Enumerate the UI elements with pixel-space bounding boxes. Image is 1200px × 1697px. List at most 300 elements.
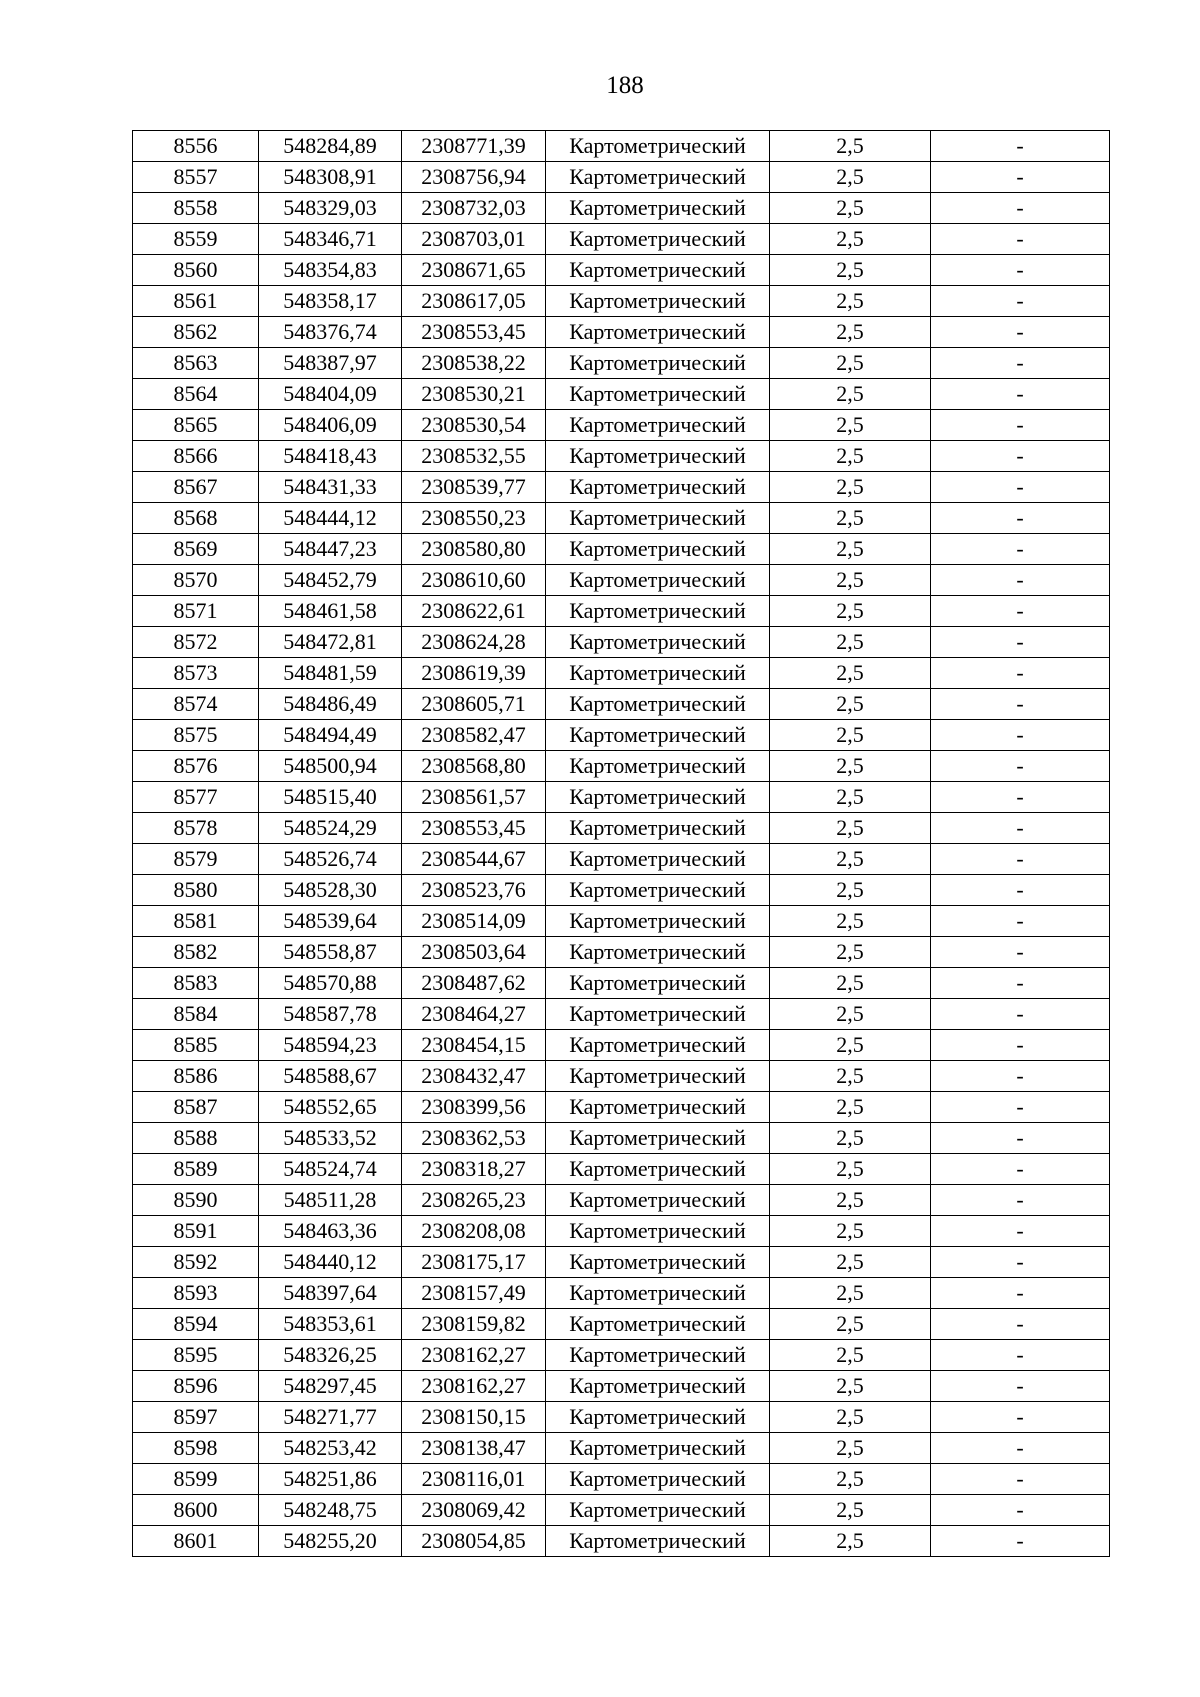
table-row (133, 720, 1110, 751)
y-coordinate-cell: 2308157,49 (402, 1278, 546, 1309)
x-coordinate-cell: 548251,86 (259, 1464, 402, 1495)
y-coordinate-cell: 2308523,76 (402, 875, 546, 906)
table-row (133, 658, 1110, 689)
table-row (133, 844, 1110, 875)
y-coordinate-cell: 2308265,23 (402, 1185, 546, 1216)
table-row (133, 441, 1110, 472)
description-cell: - (931, 1061, 1110, 1092)
table-row (133, 1123, 1110, 1154)
point-number-cell: 8571 (133, 596, 259, 627)
method-cell: Картометрический (546, 1247, 770, 1278)
method-cell: Картометрический (546, 410, 770, 441)
table-row (133, 472, 1110, 503)
method-cell: Картометрический (546, 472, 770, 503)
x-coordinate-cell: 548329,03 (259, 193, 402, 224)
table-row (133, 162, 1110, 193)
accuracy-cell: 2,5 (770, 503, 931, 534)
y-coordinate-cell: 2308318,27 (402, 1154, 546, 1185)
point-number-cell: 8568 (133, 503, 259, 534)
table-row (133, 224, 1110, 255)
method-cell: Картометрический (546, 534, 770, 565)
table-row (133, 1185, 1110, 1216)
description-cell: - (931, 255, 1110, 286)
accuracy-cell: 2,5 (770, 1123, 931, 1154)
x-coordinate-cell: 548558,87 (259, 937, 402, 968)
accuracy-cell: 2,5 (770, 596, 931, 627)
table-row (133, 1464, 1110, 1495)
description-cell: - (931, 441, 1110, 472)
table-row (133, 503, 1110, 534)
point-number-cell: 8572 (133, 627, 259, 658)
accuracy-cell: 2,5 (770, 162, 931, 193)
table-row (133, 1030, 1110, 1061)
point-number-cell: 8595 (133, 1340, 259, 1371)
point-number-cell: 8562 (133, 317, 259, 348)
accuracy-cell: 2,5 (770, 379, 931, 410)
method-cell: Картометрический (546, 162, 770, 193)
y-coordinate-cell: 2308671,65 (402, 255, 546, 286)
method-cell: Картометрический (546, 193, 770, 224)
point-number-cell: 8589 (133, 1154, 259, 1185)
y-coordinate-cell: 2308503,64 (402, 937, 546, 968)
x-coordinate-cell: 548570,88 (259, 968, 402, 999)
method-cell: Картометрический (546, 1464, 770, 1495)
accuracy-cell: 2,5 (770, 1092, 931, 1123)
accuracy-cell: 2,5 (770, 441, 931, 472)
table-row (133, 410, 1110, 441)
point-number-cell: 8559 (133, 224, 259, 255)
table-row (133, 565, 1110, 596)
table-row (133, 1061, 1110, 1092)
method-cell: Картометрический (546, 813, 770, 844)
accuracy-cell: 2,5 (770, 224, 931, 255)
y-coordinate-cell: 2308568,80 (402, 751, 546, 782)
point-number-cell: 8566 (133, 441, 259, 472)
accuracy-cell: 2,5 (770, 968, 931, 999)
method-cell: Картометрический (546, 1092, 770, 1123)
x-coordinate-cell: 548515,40 (259, 782, 402, 813)
accuracy-cell: 2,5 (770, 1371, 931, 1402)
description-cell: - (931, 286, 1110, 317)
description-cell: - (931, 162, 1110, 193)
y-coordinate-cell: 2308553,45 (402, 317, 546, 348)
method-cell: Картометрический (546, 689, 770, 720)
x-coordinate-cell: 548447,23 (259, 534, 402, 565)
accuracy-cell: 2,5 (770, 1216, 931, 1247)
description-cell: - (931, 565, 1110, 596)
description-cell: - (931, 1464, 1110, 1495)
x-coordinate-cell: 548440,12 (259, 1247, 402, 1278)
method-cell: Картометрический (546, 627, 770, 658)
y-coordinate-cell: 2308175,17 (402, 1247, 546, 1278)
x-coordinate-cell: 548539,64 (259, 906, 402, 937)
accuracy-cell: 2,5 (770, 1309, 931, 1340)
accuracy-cell: 2,5 (770, 1185, 931, 1216)
x-coordinate-cell: 548452,79 (259, 565, 402, 596)
point-number-cell: 8561 (133, 286, 259, 317)
accuracy-cell: 2,5 (770, 627, 931, 658)
point-number-cell: 8583 (133, 968, 259, 999)
method-cell: Картометрический (546, 224, 770, 255)
table-row (133, 1371, 1110, 1402)
description-cell: - (931, 875, 1110, 906)
y-coordinate-cell: 2308362,53 (402, 1123, 546, 1154)
y-coordinate-cell: 2308162,27 (402, 1340, 546, 1371)
accuracy-cell: 2,5 (770, 1247, 931, 1278)
y-coordinate-cell: 2308771,39 (402, 131, 546, 162)
description-cell: - (931, 1309, 1110, 1340)
method-cell: Картометрический (546, 720, 770, 751)
point-number-cell: 8556 (133, 131, 259, 162)
accuracy-cell: 2,5 (770, 1433, 931, 1464)
table-row (133, 1216, 1110, 1247)
y-coordinate-cell: 2308054,85 (402, 1526, 546, 1557)
point-number-cell: 8582 (133, 937, 259, 968)
point-number-cell: 8585 (133, 1030, 259, 1061)
x-coordinate-cell: 548472,81 (259, 627, 402, 658)
x-coordinate-cell: 548284,89 (259, 131, 402, 162)
point-number-cell: 8557 (133, 162, 259, 193)
description-cell: - (931, 534, 1110, 565)
description-cell: - (931, 596, 1110, 627)
y-coordinate-cell: 2308159,82 (402, 1309, 546, 1340)
x-coordinate-cell: 548308,91 (259, 162, 402, 193)
y-coordinate-cell: 2308617,05 (402, 286, 546, 317)
point-number-cell: 8573 (133, 658, 259, 689)
table-row (133, 1340, 1110, 1371)
point-number-cell: 8586 (133, 1061, 259, 1092)
point-number-cell: 8594 (133, 1309, 259, 1340)
y-coordinate-cell: 2308544,67 (402, 844, 546, 875)
method-cell: Картометрический (546, 906, 770, 937)
accuracy-cell: 2,5 (770, 410, 931, 441)
method-cell: Картометрический (546, 937, 770, 968)
method-cell: Картометрический (546, 1433, 770, 1464)
description-cell: - (931, 1402, 1110, 1433)
y-coordinate-cell: 2308610,60 (402, 565, 546, 596)
method-cell: Картометрический (546, 999, 770, 1030)
method-cell: Картометрический (546, 751, 770, 782)
description-cell: - (931, 1185, 1110, 1216)
y-coordinate-cell: 2308732,03 (402, 193, 546, 224)
method-cell: Картометрический (546, 875, 770, 906)
method-cell: Картометрический (546, 565, 770, 596)
y-coordinate-cell: 2308464,27 (402, 999, 546, 1030)
y-coordinate-cell: 2308539,77 (402, 472, 546, 503)
table-row (133, 379, 1110, 410)
x-coordinate-cell: 548431,33 (259, 472, 402, 503)
y-coordinate-cell: 2308432,47 (402, 1061, 546, 1092)
method-cell: Картометрический (546, 1495, 770, 1526)
x-coordinate-cell: 548587,78 (259, 999, 402, 1030)
x-coordinate-cell: 548461,58 (259, 596, 402, 627)
point-number-cell: 8570 (133, 565, 259, 596)
method-cell: Картометрический (546, 348, 770, 379)
description-cell: - (931, 131, 1110, 162)
description-cell: - (931, 1123, 1110, 1154)
accuracy-cell: 2,5 (770, 875, 931, 906)
method-cell: Картометрический (546, 1309, 770, 1340)
table-row (133, 751, 1110, 782)
point-number-cell: 8599 (133, 1464, 259, 1495)
table-row (133, 596, 1110, 627)
method-cell: Картометрический (546, 1278, 770, 1309)
table-row (133, 1154, 1110, 1185)
description-cell: - (931, 751, 1110, 782)
y-coordinate-cell: 2308138,47 (402, 1433, 546, 1464)
method-cell: Картометрический (546, 1123, 770, 1154)
description-cell: - (931, 1278, 1110, 1309)
x-coordinate-cell: 548297,45 (259, 1371, 402, 1402)
accuracy-cell: 2,5 (770, 751, 931, 782)
coordinates-table-body (133, 131, 1110, 1557)
accuracy-cell: 2,5 (770, 906, 931, 937)
point-number-cell: 8575 (133, 720, 259, 751)
table-row (133, 1092, 1110, 1123)
point-number-cell: 8579 (133, 844, 259, 875)
point-number-cell: 8597 (133, 1402, 259, 1433)
point-number-cell: 8565 (133, 410, 259, 441)
x-coordinate-cell: 548528,30 (259, 875, 402, 906)
point-number-cell: 8574 (133, 689, 259, 720)
table-row (133, 1495, 1110, 1526)
accuracy-cell: 2,5 (770, 255, 931, 286)
x-coordinate-cell: 548326,25 (259, 1340, 402, 1371)
point-number-cell: 8567 (133, 472, 259, 503)
point-number-cell: 8587 (133, 1092, 259, 1123)
method-cell: Картометрический (546, 1371, 770, 1402)
description-cell: - (931, 999, 1110, 1030)
description-cell: - (931, 1526, 1110, 1557)
accuracy-cell: 2,5 (770, 1154, 931, 1185)
description-cell: - (931, 658, 1110, 689)
x-coordinate-cell: 548511,28 (259, 1185, 402, 1216)
description-cell: - (931, 1433, 1110, 1464)
description-cell: - (931, 193, 1110, 224)
point-number-cell: 8576 (133, 751, 259, 782)
method-cell: Картометрический (546, 658, 770, 689)
description-cell: - (931, 503, 1110, 534)
point-number-cell: 8569 (133, 534, 259, 565)
table-row (133, 1278, 1110, 1309)
table-row (133, 906, 1110, 937)
method-cell: Картометрический (546, 1030, 770, 1061)
y-coordinate-cell: 2308487,62 (402, 968, 546, 999)
x-coordinate-cell: 548354,83 (259, 255, 402, 286)
table-row (133, 627, 1110, 658)
x-coordinate-cell: 548406,09 (259, 410, 402, 441)
x-coordinate-cell: 548418,43 (259, 441, 402, 472)
description-cell: - (931, 813, 1110, 844)
method-cell: Картометрический (546, 1340, 770, 1371)
accuracy-cell: 2,5 (770, 844, 931, 875)
x-coordinate-cell: 548353,61 (259, 1309, 402, 1340)
x-coordinate-cell: 548481,59 (259, 658, 402, 689)
accuracy-cell: 2,5 (770, 1340, 931, 1371)
accuracy-cell: 2,5 (770, 813, 931, 844)
table-row (133, 937, 1110, 968)
y-coordinate-cell: 2308582,47 (402, 720, 546, 751)
y-coordinate-cell: 2308530,54 (402, 410, 546, 441)
description-cell: - (931, 317, 1110, 348)
table-row (133, 968, 1110, 999)
x-coordinate-cell: 548253,42 (259, 1433, 402, 1464)
x-coordinate-cell: 548358,17 (259, 286, 402, 317)
table-row (133, 1309, 1110, 1340)
accuracy-cell: 2,5 (770, 317, 931, 348)
y-coordinate-cell: 2308756,94 (402, 162, 546, 193)
point-number-cell: 8581 (133, 906, 259, 937)
point-number-cell: 8558 (133, 193, 259, 224)
method-cell: Картометрический (546, 255, 770, 286)
description-cell: - (931, 1216, 1110, 1247)
y-coordinate-cell: 2308208,08 (402, 1216, 546, 1247)
description-cell: - (931, 1092, 1110, 1123)
method-cell: Картометрический (546, 782, 770, 813)
y-coordinate-cell: 2308150,15 (402, 1402, 546, 1433)
page-number: 188 (606, 72, 644, 99)
x-coordinate-cell: 548248,75 (259, 1495, 402, 1526)
description-cell: - (931, 224, 1110, 255)
description-cell: - (931, 348, 1110, 379)
point-number-cell: 8563 (133, 348, 259, 379)
method-cell: Картометрический (546, 286, 770, 317)
y-coordinate-cell: 2308532,55 (402, 441, 546, 472)
accuracy-cell: 2,5 (770, 1526, 931, 1557)
accuracy-cell: 2,5 (770, 1278, 931, 1309)
x-coordinate-cell: 548533,52 (259, 1123, 402, 1154)
description-cell: - (931, 937, 1110, 968)
y-coordinate-cell: 2308553,45 (402, 813, 546, 844)
accuracy-cell: 2,5 (770, 131, 931, 162)
y-coordinate-cell: 2308454,15 (402, 1030, 546, 1061)
description-cell: - (931, 1247, 1110, 1278)
method-cell: Картометрический (546, 844, 770, 875)
description-cell: - (931, 472, 1110, 503)
point-number-cell: 8578 (133, 813, 259, 844)
description-cell: - (931, 1154, 1110, 1185)
y-coordinate-cell: 2308550,23 (402, 503, 546, 534)
x-coordinate-cell: 548463,36 (259, 1216, 402, 1247)
x-coordinate-cell: 548500,94 (259, 751, 402, 782)
accuracy-cell: 2,5 (770, 1464, 931, 1495)
table-row (133, 875, 1110, 906)
y-coordinate-cell: 2308538,22 (402, 348, 546, 379)
accuracy-cell: 2,5 (770, 658, 931, 689)
y-coordinate-cell: 2308619,39 (402, 658, 546, 689)
y-coordinate-cell: 2308162,27 (402, 1371, 546, 1402)
description-cell: - (931, 782, 1110, 813)
accuracy-cell: 2,5 (770, 1030, 931, 1061)
x-coordinate-cell: 548486,49 (259, 689, 402, 720)
description-cell: - (931, 844, 1110, 875)
method-cell: Картометрический (546, 317, 770, 348)
description-cell: - (931, 410, 1110, 441)
method-cell: Картометрический (546, 131, 770, 162)
x-coordinate-cell: 548524,29 (259, 813, 402, 844)
x-coordinate-cell: 548594,23 (259, 1030, 402, 1061)
y-coordinate-cell: 2308622,61 (402, 596, 546, 627)
point-number-cell: 8592 (133, 1247, 259, 1278)
x-coordinate-cell: 548526,74 (259, 844, 402, 875)
y-coordinate-cell: 2308116,01 (402, 1464, 546, 1495)
description-cell: - (931, 627, 1110, 658)
description-cell: - (931, 1495, 1110, 1526)
table-row (133, 317, 1110, 348)
method-cell: Картометрический (546, 503, 770, 534)
point-number-cell: 8584 (133, 999, 259, 1030)
point-number-cell: 8588 (133, 1123, 259, 1154)
x-coordinate-cell: 548346,71 (259, 224, 402, 255)
method-cell: Картометрический (546, 441, 770, 472)
method-cell: Картометрический (546, 1216, 770, 1247)
description-cell: - (931, 906, 1110, 937)
y-coordinate-cell: 2308580,80 (402, 534, 546, 565)
point-number-cell: 8577 (133, 782, 259, 813)
point-number-cell: 8596 (133, 1371, 259, 1402)
description-cell: - (931, 1340, 1110, 1371)
description-cell: - (931, 968, 1110, 999)
accuracy-cell: 2,5 (770, 193, 931, 224)
x-coordinate-cell: 548444,12 (259, 503, 402, 534)
x-coordinate-cell: 548524,74 (259, 1154, 402, 1185)
point-number-cell: 8600 (133, 1495, 259, 1526)
y-coordinate-cell: 2308624,28 (402, 627, 546, 658)
point-number-cell: 8601 (133, 1526, 259, 1557)
x-coordinate-cell: 548387,97 (259, 348, 402, 379)
accuracy-cell: 2,5 (770, 1402, 931, 1433)
table-row (133, 534, 1110, 565)
point-number-cell: 8590 (133, 1185, 259, 1216)
method-cell: Картометрический (546, 968, 770, 999)
accuracy-cell: 2,5 (770, 534, 931, 565)
y-coordinate-cell: 2308069,42 (402, 1495, 546, 1526)
method-cell: Картометрический (546, 1061, 770, 1092)
accuracy-cell: 2,5 (770, 348, 931, 379)
table-row (133, 813, 1110, 844)
table-row (133, 255, 1110, 286)
accuracy-cell: 2,5 (770, 565, 931, 596)
accuracy-cell: 2,5 (770, 937, 931, 968)
accuracy-cell: 2,5 (770, 782, 931, 813)
table-row (133, 348, 1110, 379)
x-coordinate-cell: 548588,67 (259, 1061, 402, 1092)
y-coordinate-cell: 2308514,09 (402, 906, 546, 937)
x-coordinate-cell: 548271,77 (259, 1402, 402, 1433)
method-cell: Картометрический (546, 596, 770, 627)
point-number-cell: 8598 (133, 1433, 259, 1464)
y-coordinate-cell: 2308703,01 (402, 224, 546, 255)
description-cell: - (931, 1030, 1110, 1061)
x-coordinate-cell: 548552,65 (259, 1092, 402, 1123)
table-row (133, 1402, 1110, 1433)
table-row (133, 1247, 1110, 1278)
point-number-cell: 8591 (133, 1216, 259, 1247)
y-coordinate-cell: 2308530,21 (402, 379, 546, 410)
x-coordinate-cell: 548397,64 (259, 1278, 402, 1309)
method-cell: Картометрический (546, 1526, 770, 1557)
accuracy-cell: 2,5 (770, 689, 931, 720)
accuracy-cell: 2,5 (770, 1061, 931, 1092)
table-row (133, 999, 1110, 1030)
point-number-cell: 8580 (133, 875, 259, 906)
description-cell: - (931, 379, 1110, 410)
method-cell: Картометрический (546, 1185, 770, 1216)
point-number-cell: 8560 (133, 255, 259, 286)
method-cell: Картометрический (546, 379, 770, 410)
x-coordinate-cell: 548404,09 (259, 379, 402, 410)
accuracy-cell: 2,5 (770, 472, 931, 503)
